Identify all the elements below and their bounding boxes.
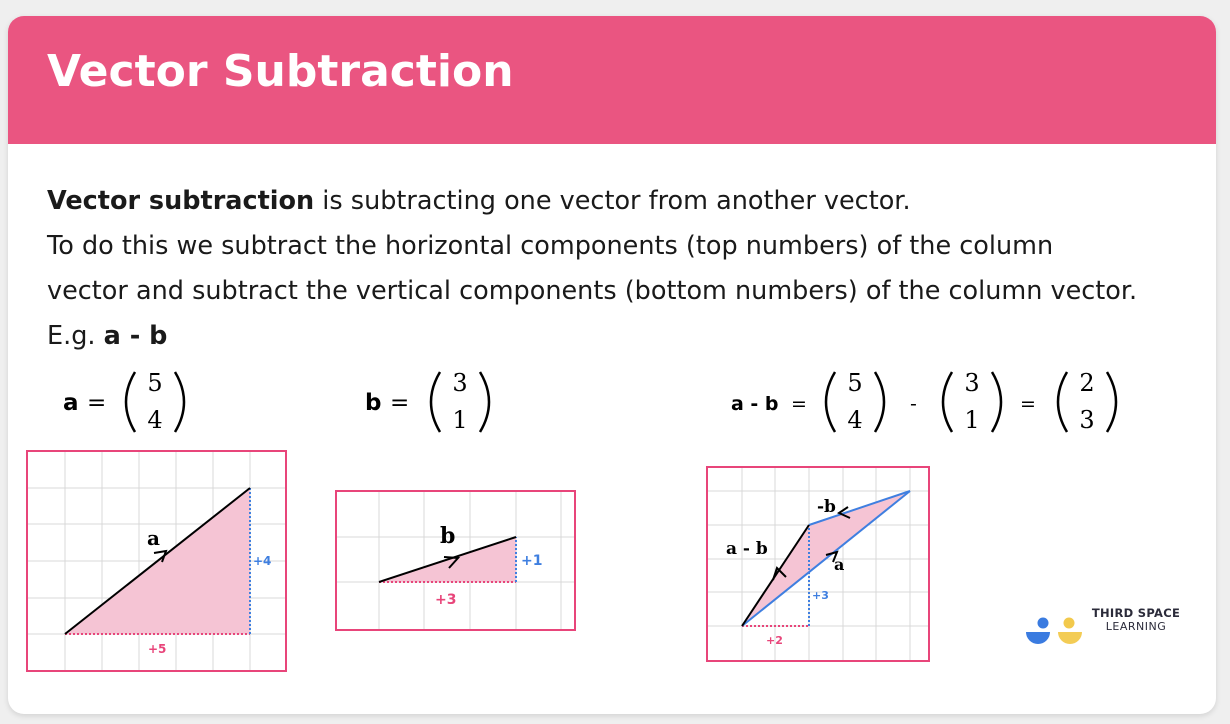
result-top: 2 — [1079, 369, 1095, 397]
left-paren — [431, 372, 440, 432]
example-expression: a - b — [103, 321, 168, 351]
equation-a-bottom: 4 — [147, 406, 163, 434]
vector-a-label: a — [147, 526, 160, 550]
left-paren — [1058, 372, 1067, 432]
a-label: a — [834, 555, 845, 574]
right-paren — [480, 372, 489, 432]
logo-line-2: LEARNING — [1105, 620, 1167, 633]
equation-b-label: b — [365, 390, 382, 416]
definition-term: Vector subtraction — [47, 186, 315, 216]
equation-diff-label: a - b — [731, 393, 779, 415]
vector-b-label: b — [440, 523, 456, 549]
horizontal-component-label: +5 — [148, 642, 167, 656]
diagram-a — [27, 451, 286, 671]
left-paren — [826, 372, 835, 432]
right-paren — [175, 372, 184, 432]
matrix-1-top: 5 — [847, 369, 863, 397]
diagram-b — [336, 491, 575, 630]
matrix-2-top: 3 — [964, 369, 980, 397]
result-label: a - b — [726, 539, 768, 559]
logo-text — [1086, 606, 1186, 634]
vertical-component-label: +1 — [521, 553, 543, 569]
definition-rest: is subtracting one vector from another vector. — [314, 186, 911, 216]
right-paren — [875, 372, 884, 432]
right-paren — [992, 372, 1001, 432]
result-bottom: 3 — [1079, 406, 1095, 434]
vertical-component-label: +3 — [812, 589, 829, 602]
equation-a — [63, 369, 184, 434]
left-paren — [126, 372, 135, 432]
example-prefix: E.g. — [47, 321, 104, 351]
vertical-component-label: +4 — [253, 554, 272, 568]
equation-b-bottom: 1 — [452, 406, 468, 434]
third-space-logo-icon — [1026, 618, 1082, 645]
definition-line-3: vector and subtract the vertical components (bottom numbers) of the column vector. — [47, 276, 1138, 306]
horizontal-component-label: +3 — [435, 592, 457, 608]
matrix-1-bottom: 4 — [847, 406, 863, 434]
matrix-2-bottom: 1 — [964, 406, 980, 434]
equals-sign-2: = — [1020, 393, 1036, 415]
horizontal-component-label: +2 — [766, 634, 783, 647]
definition-line-2: To do this we subtract the horizontal components (top numbers) of the column — [47, 231, 1054, 261]
logo-line-1: THIRD SPACE — [1091, 606, 1181, 620]
equation-a-equals: = — [87, 390, 107, 416]
equation-b — [365, 369, 489, 434]
equation-difference — [731, 369, 1116, 434]
equation-b-equals: = — [390, 390, 410, 416]
page-title: Vector Subtraction — [47, 46, 514, 97]
neg-b-label: -b — [817, 497, 836, 517]
equation-a-label: a — [63, 390, 79, 416]
equation-diff-equals: = — [791, 393, 807, 415]
equation-a-top: 5 — [147, 369, 163, 397]
right-paren — [1107, 372, 1116, 432]
minus-sign: - — [910, 393, 917, 415]
left-paren — [943, 372, 952, 432]
equation-b-top: 3 — [452, 369, 468, 397]
diagram-difference — [707, 467, 929, 661]
